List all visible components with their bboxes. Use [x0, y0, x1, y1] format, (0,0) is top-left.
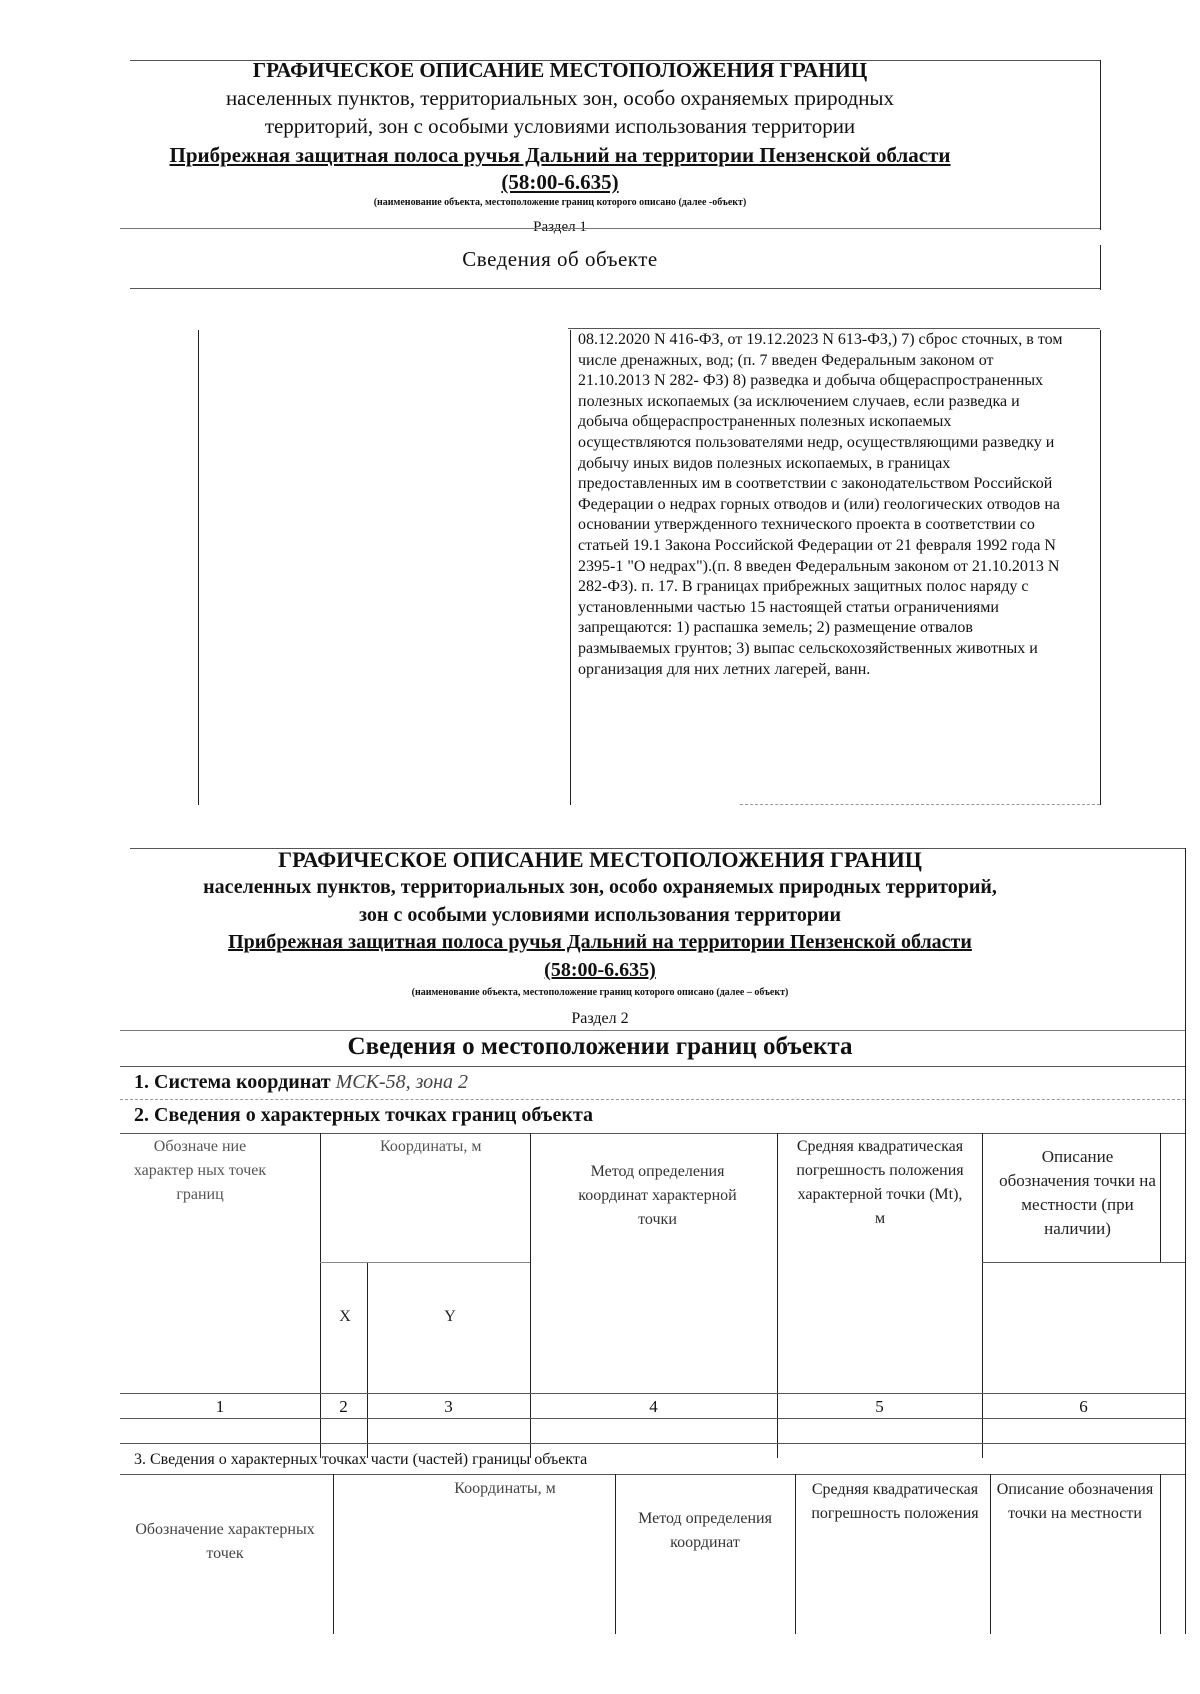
- parts-table-col-line: [333, 1474, 334, 1634]
- points-col5-header: Средняя квадратическая погрешность положения характерной точки (Мt), м: [796, 1138, 964, 1227]
- page1-left-column-border: [198, 330, 199, 805]
- points-col-number-6: 6: [1079, 1397, 1088, 1416]
- parts-col3-header: Метод определения координат: [638, 1510, 772, 1551]
- page1-object-text: 08.12.2020 N 416-ФЗ, от 19.12.2023 N 613-ФЗ,) 7) сброс сточных, в том числе дренажных, вод; (п. 7 введен Федеральным законом от 21.10.2013 N 282- ФЗ) 8) разведка и добыча общераспространенных полезных ископаемых (за исключением случаев, если разведка и добыча общераспространенных полезных ископаемых осуществляются пользователями недр, осуществляющими разведку и добычу иных видов полезных ископаемых, в границах предоставленных им в соответствии с законодательством Российской Федерации о недрах горных отводов и (или) геологических отводов на основании утвержденного технического проекта в соответствии со статьей 19.1 Закона Российской Федерации от 21 февраля 1992 года N 2395-1 "О недрах").(п. 8 введен Федеральным законом от 21.10.2013 N 282-ФЗ). п. 17. В границах прибрежных защитных полос наряду с установленными частью 15 настоящей статьи ограничениями запрещаются: 1) распашка земель; 2) размещение отвалов размываемых грунтов; 3) выпас сельскохозяйственных животных и организация для них летних лагерей, ванн.: [578, 331, 1063, 678]
- points-table-col-line: [367, 1262, 368, 1458]
- page1-object-name: Прибрежная защитная полоса ручья Дальний на территории Пензенской области: [169, 143, 951, 167]
- coordinate-system-label: 1. Система координат: [134, 1071, 331, 1093]
- parts-col-coords-header: Координаты, м: [454, 1480, 556, 1497]
- points-table-header-bottom: [120, 1393, 1185, 1394]
- coordinate-system-value: МСК-58, зона 2: [335, 1071, 469, 1093]
- page2-object-name: Прибрежная защитная полоса ручья Дальний на территории Пензенской области: [228, 931, 972, 953]
- parts-title-bottom: [120, 1474, 1185, 1475]
- page1-section-label: Раздел 1: [533, 219, 587, 235]
- points-table-empty-row: [120, 1443, 1185, 1444]
- points-table-desc-split: [982, 1262, 1185, 1263]
- page1-info-bottom: [130, 288, 1100, 289]
- page1-subtitle-line1: населенных пунктов, территориальных зон, особо охраняемых природных: [225, 86, 895, 110]
- points-table-coord-split: [320, 1262, 530, 1263]
- page1-column-divider: [570, 330, 571, 805]
- points-col-number-5: 5: [875, 1397, 884, 1416]
- points-col-number-3: 3: [444, 1397, 453, 1416]
- page1-subtitle-line2: территорий, зон с особыми условиями использования территории: [264, 114, 856, 138]
- points-col4-header: Метод определения координат характерной точки: [578, 1163, 737, 1228]
- points-col-x-header: X: [339, 1308, 351, 1325]
- coordinate-system: [134, 1071, 468, 1094]
- parts-col5-header: Описание обозначения точки на местности: [996, 1481, 1154, 1522]
- page1-text-top-border: [568, 328, 1100, 329]
- parts-table-col-line: [990, 1474, 991, 1634]
- page2-section-title: Сведения о местоположении границ объекта: [347, 1033, 853, 1060]
- points-col-number-1: 1: [215, 1397, 225, 1416]
- page1-section-title: Сведения об объекте: [462, 247, 658, 271]
- page1-object-caption: (наименование объекта, местоположение границ которого описано (далее -объект): [373, 197, 747, 208]
- page1-section-divider: [120, 228, 1100, 229]
- page1-right-border-2: [1100, 245, 1101, 290]
- points-table-col-line: [1160, 1133, 1161, 1263]
- page2-subtitle-line1: населенных пунктов, территориальных зон, особо охраняемых природных территорий,: [203, 876, 997, 898]
- page1-object-code: (58:00-6.635): [501, 170, 619, 194]
- parts-section-title: 3. Сведения о характерных точках части (частей) границы объекта: [134, 1451, 588, 1468]
- points-section-title: 2. Сведения о характерных точках границ объекта: [134, 1104, 594, 1126]
- parts-table-col-line: [1160, 1474, 1161, 1634]
- coord-row-bottom: [120, 1099, 1185, 1100]
- page2-right-border: [1185, 848, 1186, 1476]
- parts-table-col-line: [1185, 1474, 1186, 1634]
- page2-title: ГРАФИЧЕСКОЕ ОПИСАНИЕ МЕСТОПОЛОЖЕНИЯ ГРАНИЦ: [278, 847, 922, 872]
- parts-col1-header: Обозначение характерных точек: [135, 1521, 315, 1562]
- points-col-coords-header: Координаты, м: [380, 1138, 482, 1155]
- page2-title-bottom: [120, 1066, 1185, 1067]
- page1-bottom-dash: [740, 804, 1100, 805]
- page1-right-border: [1100, 60, 1101, 230]
- page1-right-border-3: [1100, 330, 1101, 805]
- points-title-bottom: [120, 1133, 1185, 1134]
- points-col6-header: Описание обозначения точки на местности (при наличии): [999, 1147, 1156, 1238]
- page1-title: ГРАФИЧЕСКОЕ ОПИСАНИЕ МЕСТОПОЛОЖЕНИЯ ГРАНИЦ: [252, 58, 868, 82]
- page2-object-caption: (наименование объекта, местоположение границ которого описано (далее – объект): [411, 987, 789, 998]
- page2-section-label: Раздел 2: [571, 1010, 629, 1027]
- page1-top-border: [130, 60, 1100, 61]
- points-col-y-header: Y: [444, 1308, 456, 1325]
- parts-table-col-line: [615, 1474, 616, 1634]
- page2-object-code: (58:00-6.635): [544, 959, 656, 981]
- points-col1-header: Обозначе ние характер ных точек границ: [133, 1138, 267, 1203]
- page2-subtitle-line2: зон с особыми условиями использования территории: [359, 904, 841, 926]
- points-table-numbers-bottom: [120, 1418, 1185, 1419]
- points-col-number-4: 4: [649, 1397, 658, 1416]
- points-col-number-2: 2: [339, 1397, 348, 1416]
- parts-col4-header: Средняя квадратическая погрешность положения: [811, 1481, 979, 1522]
- parts-table-col-line: [795, 1474, 796, 1634]
- page2-section-divider: [120, 1030, 1185, 1031]
